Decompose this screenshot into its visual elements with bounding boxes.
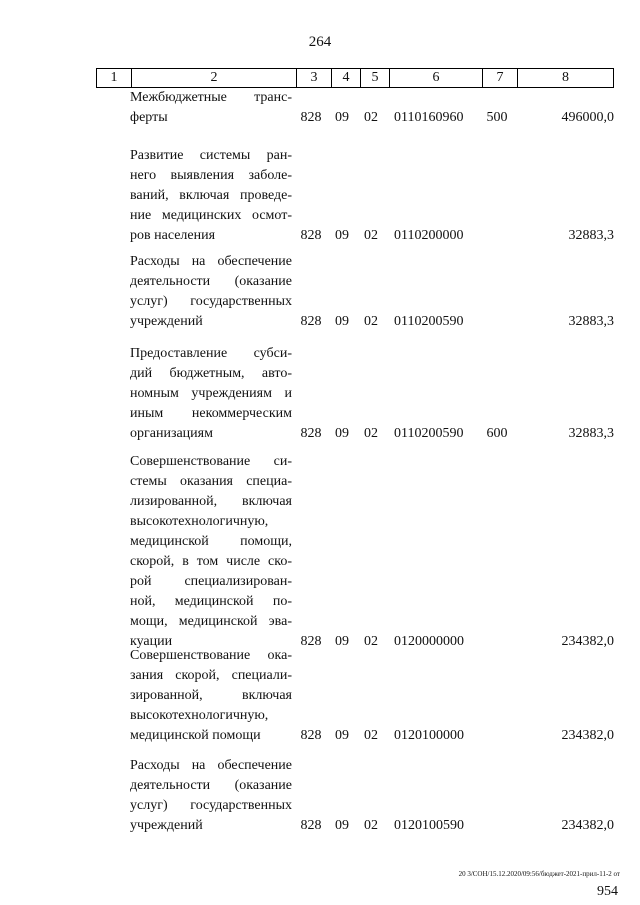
row-name-line: Межбюджетные транс- bbox=[130, 90, 292, 105]
row-cell-c5: 02 bbox=[364, 634, 378, 649]
row-name-line: организациям bbox=[130, 426, 213, 441]
row-cell-c8: 234382,0 bbox=[561, 634, 614, 649]
footer-number: 954 bbox=[597, 884, 618, 899]
row-cell-c6: 0110200590 bbox=[394, 314, 464, 329]
column-header-1: 1 bbox=[97, 69, 132, 88]
row-name-line: Развитие системы ран- bbox=[130, 148, 292, 163]
row-name-line: услуг) государственных bbox=[130, 798, 292, 813]
row-cell-c5: 02 bbox=[364, 110, 378, 125]
row-cell-c3: 828 bbox=[300, 314, 322, 329]
row-name-line: ферты bbox=[130, 110, 168, 125]
row-cell-c3: 828 bbox=[300, 728, 322, 743]
row-cell-c4: 09 bbox=[335, 314, 349, 329]
row-cell-c3: 828 bbox=[300, 426, 322, 441]
row-cell-c3: 828 bbox=[300, 634, 322, 649]
row-name-line: Расходы на обеспечение bbox=[130, 254, 292, 269]
row-name-line: высокотехнологичную, bbox=[130, 514, 269, 529]
column-header-4: 4 bbox=[332, 69, 361, 88]
row-name-line: него выявления заболе- bbox=[130, 168, 292, 183]
row-name-line: высокотехнологичную, bbox=[130, 708, 269, 723]
row-name-line: Совершенствование ока- bbox=[130, 648, 292, 663]
column-header-5: 5 bbox=[361, 69, 390, 88]
row-cell-c4: 09 bbox=[335, 728, 349, 743]
row-cell-c3: 828 bbox=[300, 818, 322, 833]
row-cell-c3: 828 bbox=[300, 228, 322, 243]
row-cell-c6: 0110200000 bbox=[394, 228, 464, 243]
row-name-line: ваний, включая проведе- bbox=[130, 188, 292, 203]
row-cell-c6: 0120000000 bbox=[394, 634, 464, 649]
page-number: 264 bbox=[308, 34, 332, 50]
table-row bbox=[96, 646, 614, 746]
row-cell-c4: 09 bbox=[335, 228, 349, 243]
table-row bbox=[96, 146, 614, 246]
row-cell-c5: 02 bbox=[364, 228, 378, 243]
row-name-line: ров населения bbox=[130, 228, 216, 243]
row-name bbox=[130, 756, 292, 836]
table-row bbox=[96, 756, 614, 836]
row-cell-c6: 0120100590 bbox=[394, 818, 464, 833]
row-cell-c8: 496000,0 bbox=[561, 110, 614, 125]
row-cell-c8: 234382,0 bbox=[561, 728, 614, 743]
row-cell-c4: 09 bbox=[335, 110, 349, 125]
row-name-line: деятельности (оказание bbox=[130, 778, 292, 793]
row-name-line: иным некоммерческим bbox=[130, 406, 292, 421]
row-name-line: стемы оказания специа- bbox=[130, 474, 292, 489]
row-name-line: Совершенствование си- bbox=[130, 454, 292, 469]
column-header-7: 7 bbox=[483, 69, 518, 88]
row-name-line: учреждений bbox=[130, 818, 203, 833]
row-name bbox=[130, 646, 292, 746]
row-name-line: деятельности (оказание bbox=[130, 274, 292, 289]
row-name bbox=[130, 146, 292, 246]
row-cell-c5: 02 bbox=[364, 426, 378, 441]
column-header-8: 8 bbox=[518, 69, 614, 88]
table-row bbox=[96, 88, 614, 128]
row-cell-c4: 09 bbox=[335, 818, 349, 833]
row-cell-c5: 02 bbox=[364, 818, 378, 833]
row-cell-c5: 02 bbox=[364, 728, 378, 743]
row-name-line: учреждений bbox=[130, 314, 203, 329]
row-name-line: медицинской помощи bbox=[130, 728, 261, 743]
footer-document-code: 20 3/СОН/15.12.2020/09:56/бюджет-2021-прил-11-2 от bbox=[458, 870, 620, 878]
row-cell-c8: 234382,0 bbox=[561, 818, 614, 833]
row-name-line: ние медицинских осмот- bbox=[130, 208, 292, 223]
row-name-line: дий бюджетным, авто- bbox=[130, 366, 292, 381]
column-header-6: 6 bbox=[390, 69, 483, 88]
row-name-line: зированной, включая bbox=[130, 688, 292, 703]
row-name-line: мощи, медицинской эва- bbox=[130, 614, 292, 629]
table-row bbox=[96, 252, 614, 332]
row-name-line: рой специализирован- bbox=[130, 574, 292, 589]
row-cell-c7: 600 bbox=[486, 426, 508, 441]
row-cell-c5: 02 bbox=[364, 314, 378, 329]
row-name-line: Предоставление субси- bbox=[130, 346, 292, 361]
column-header-3: 3 bbox=[297, 69, 332, 88]
row-cell-c8: 32883,3 bbox=[568, 314, 614, 329]
row-name-line: лизированной, включая bbox=[130, 494, 292, 509]
row-name-line: зания скорой, специали- bbox=[130, 668, 292, 683]
column-header-2: 2 bbox=[132, 69, 297, 88]
row-cell-c4: 09 bbox=[335, 634, 349, 649]
row-name-line: ной, медицинской по- bbox=[130, 594, 292, 609]
row-cell-c7: 500 bbox=[486, 110, 508, 125]
row-name bbox=[130, 452, 292, 652]
row-name-line: услуг) государственных bbox=[130, 294, 292, 309]
table-row bbox=[96, 452, 614, 652]
row-name-line: номным учреждениям и bbox=[130, 386, 292, 401]
row-cell-c6: 0110160960 bbox=[394, 110, 464, 125]
column-header-table bbox=[96, 68, 614, 88]
row-cell-c3: 828 bbox=[300, 110, 322, 125]
row-cell-c6: 0110200590 bbox=[394, 426, 464, 441]
row-name-line: скорой, в том числе ско- bbox=[130, 554, 292, 569]
row-name-line: медицинской помощи, bbox=[130, 534, 292, 549]
row-name-line: Расходы на обеспечение bbox=[130, 758, 292, 773]
row-name-line: куации bbox=[130, 634, 173, 649]
column-header-row bbox=[97, 69, 614, 88]
row-name bbox=[130, 88, 292, 128]
row-cell-c8: 32883,3 bbox=[568, 426, 614, 441]
row-name bbox=[130, 252, 292, 332]
row-cell-c8: 32883,3 bbox=[568, 228, 614, 243]
row-cell-c4: 09 bbox=[335, 426, 349, 441]
table-row bbox=[96, 344, 614, 444]
row-cell-c6: 0120100000 bbox=[394, 728, 464, 743]
row-name bbox=[130, 344, 292, 444]
